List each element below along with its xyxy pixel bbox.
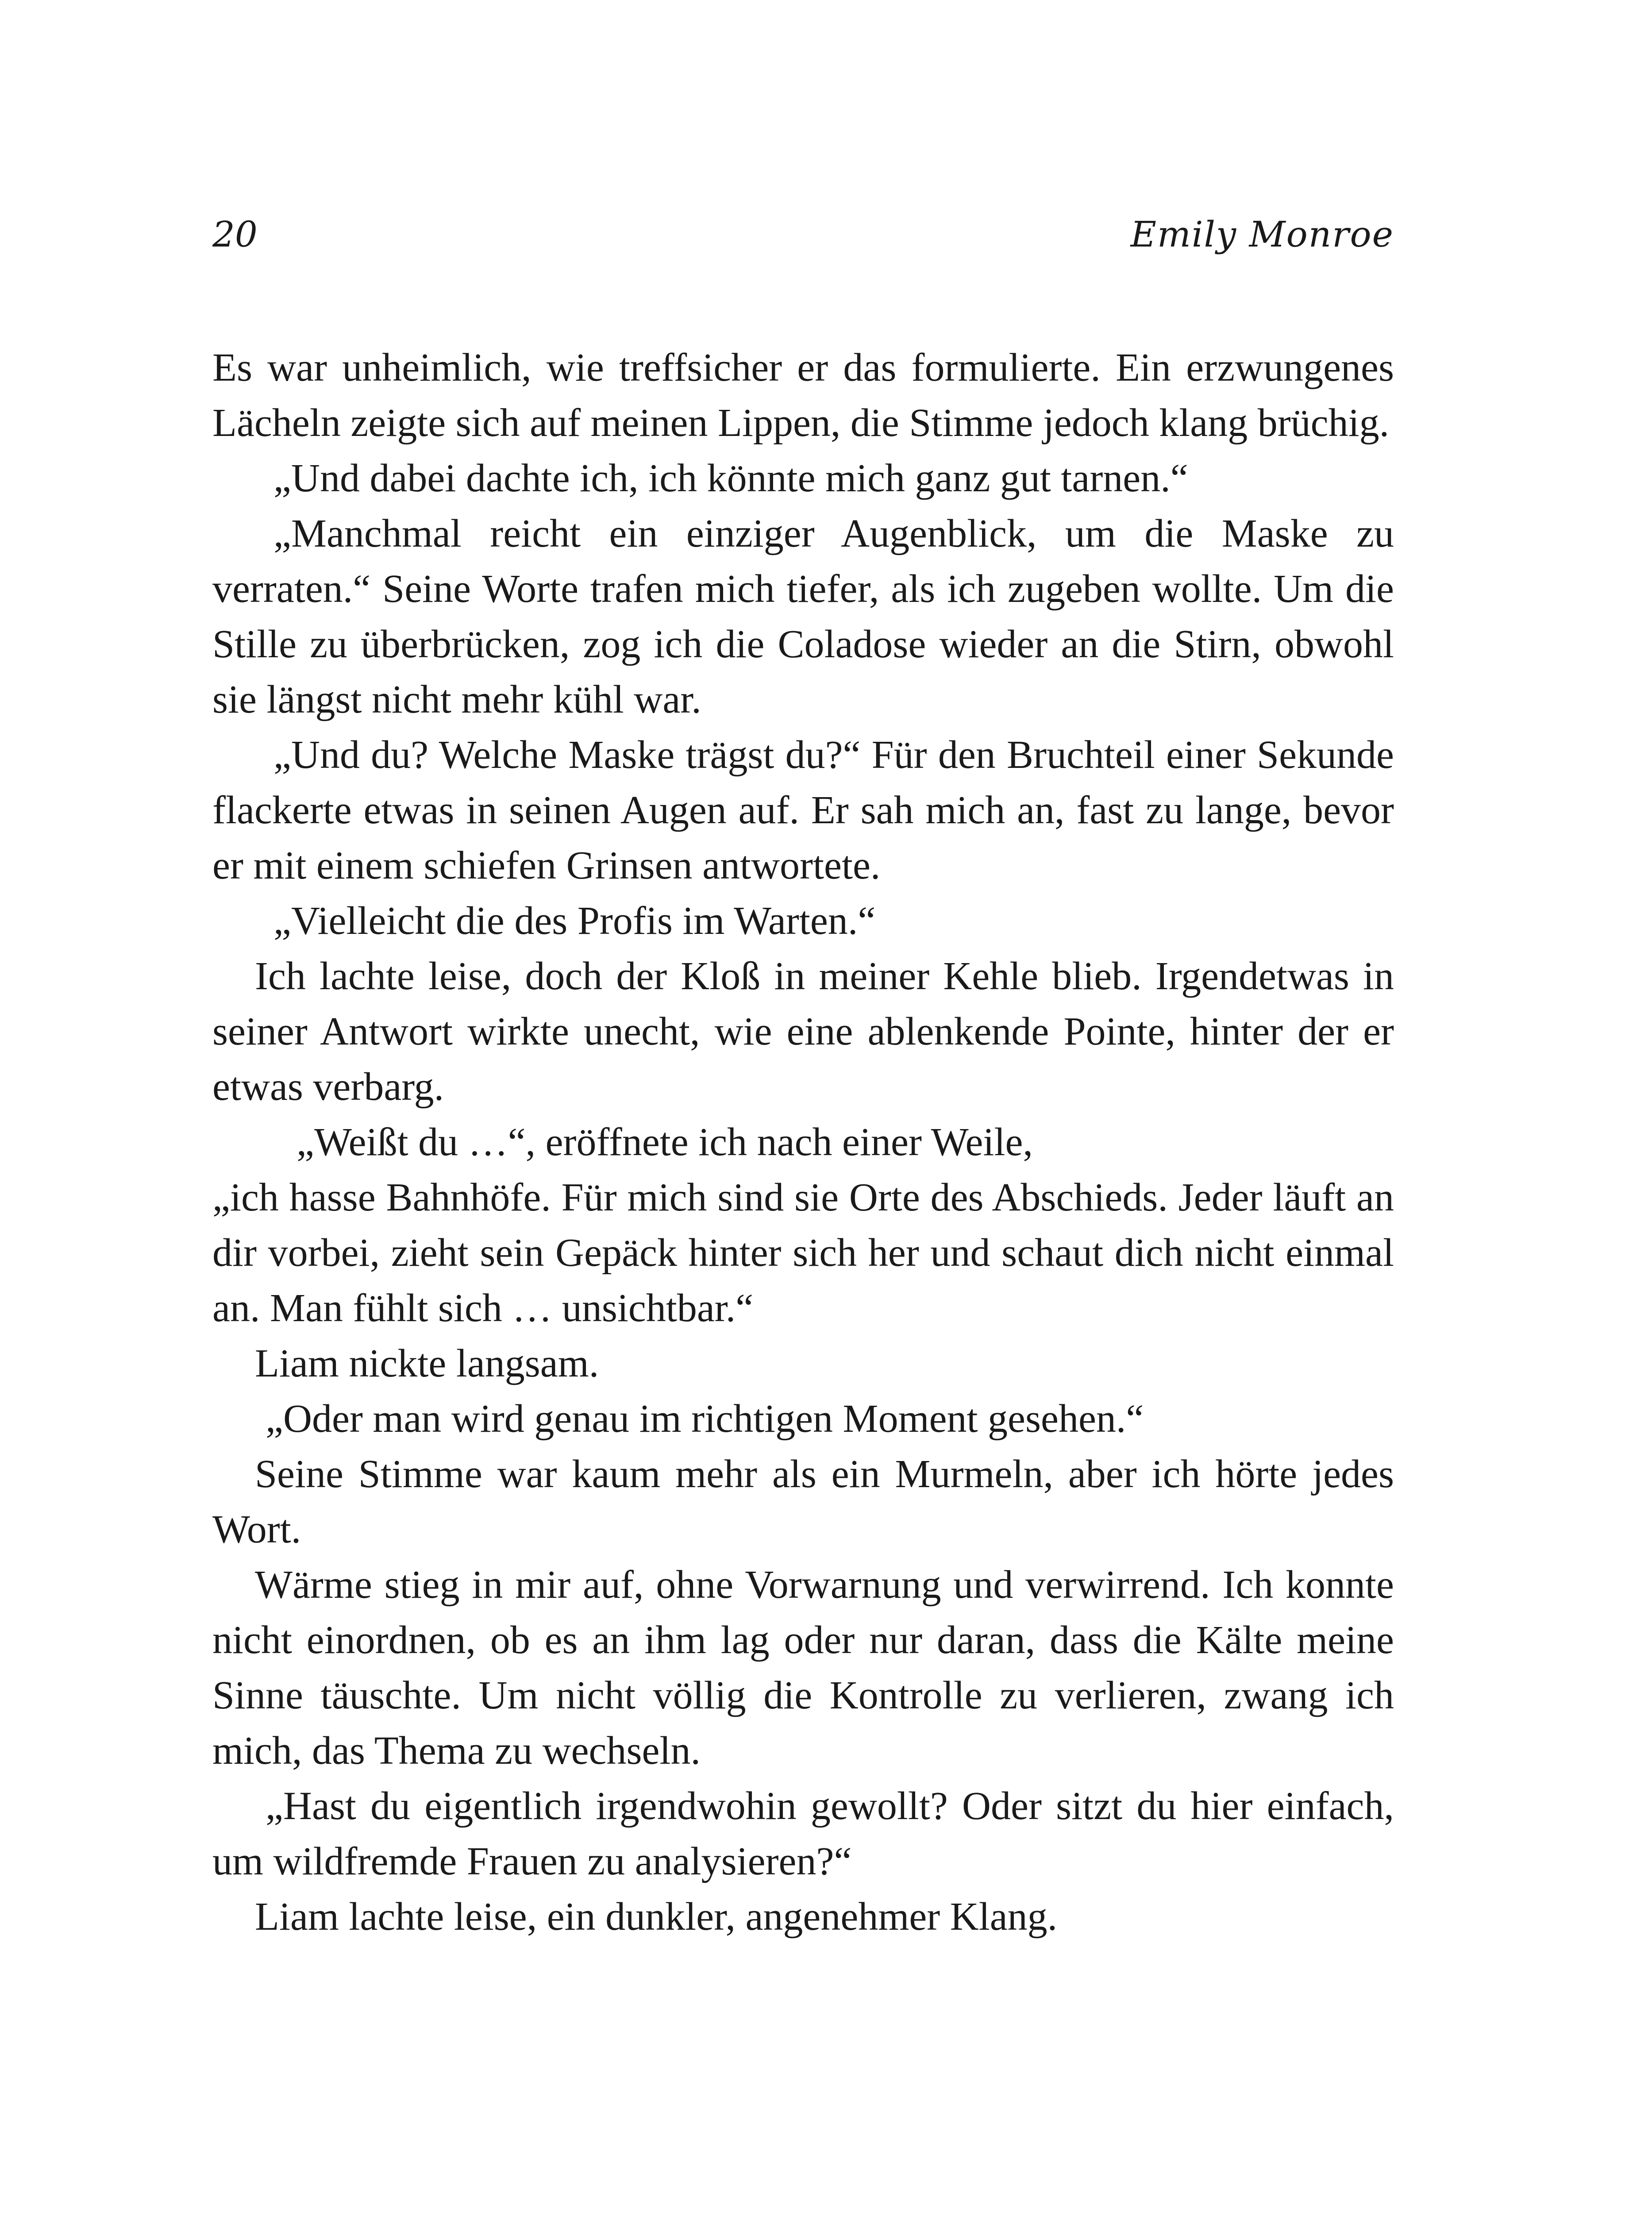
paragraph: Wärme stieg in mir auf, ohne Vorwarnung und verwirrend. Ich konnte nicht einordnen, ob es an ihm lag oder nur daran, dass die Kälte meine Sinne täuschte. Um nicht völlig die Kontrolle zu verlieren, zwang ich mich, das Thema zu wechseln.: [212, 1563, 1394, 1773]
paragraph: Liam lachte leise, ein dunkler, angenehmer Klang.: [255, 1895, 1058, 1939]
page-number: 20: [212, 214, 258, 255]
paragraph: Seine Stimme war kaum mehr als ein Murmeln, aber ich hörte jedes Wort.: [212, 1452, 1394, 1551]
running-head-author: Emily Monroe: [1130, 214, 1394, 255]
paragraph: „Hast du eigentlich irgendwohin gewollt? Oder sitzt du hier einfach, um wildfremde Frauen zu analysieren?“: [212, 1784, 1394, 1883]
paragraph: Ich lachte leise, doch der Kloß in meiner Kehle blieb. Irgendetwas in seiner Antwort wirkte unecht, wie eine ablenkende Pointe, hinter der er etwas verbarg.: [212, 954, 1394, 1109]
paragraph: „ich hasse Bahnhöfe. Für mich sind sie Orte des Abschieds. Jeder läuft an dir vorbei, zieht sein Gepäck hinter sich her und schaut dich nicht einmal an. Man fühlt sich … unsichtbar.“: [212, 1176, 1394, 1330]
page-header: [212, 208, 1394, 261]
paragraph: „Und du? Welche Maske trägst du?“ Für den Bruchteil einer Sekunde flackerte etwas in seinen Augen auf. Er sah mich an, fast zu lange, bevor er mit einem schiefen Grinsen antwortete.: [212, 733, 1394, 887]
paragraph: „Oder man wird genau im richtigen Moment gesehen.“: [266, 1397, 1144, 1441]
paragraph: „Manchmal reicht ein einziger Augenblick, um die Maske zu verraten.“ Seine Worte trafen mich tiefer, als ich zugeben wollte. Um die Stille zu überbrücken, zog ich die Coladose wieder an die Stirn, obwohl sie längst nicht mehr kühl war.: [212, 512, 1394, 721]
paragraph: Es war unheimlich, wie treffsicher er das formulierte. Ein erzwungenes Lächeln zeigte sich auf meinen Lippen, die Stimme jedoch klang brüchig.: [212, 346, 1394, 445]
paragraph: „Und dabei dachte ich, ich könnte mich ganz gut tarnen.“: [273, 456, 1188, 500]
paragraph: „Weißt du …“, eröffnete ich nach einer Weile,: [297, 1120, 1033, 1164]
paragraph: „Vielleicht die des Profis im Warten.“: [273, 899, 876, 943]
paragraph: Liam nickte langsam.: [255, 1342, 599, 1385]
body-text: [212, 340, 1394, 1944]
